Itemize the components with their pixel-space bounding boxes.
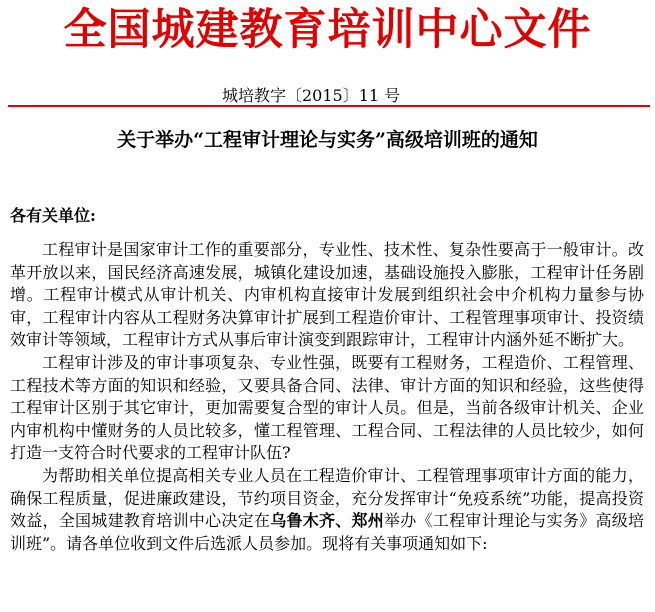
salutation: 各有关单位: (10, 206, 96, 225)
masthead-title: 全国城建教育培训中心文件 (63, 5, 592, 55)
paragraph: 工程审计是国家审计工作的重要部分，专业性、技术性、复杂性要高于一般审计。改革开放以来，国民经济高速发展，城镇化建设加速，基础设施投入膨胀，工程审计任务剧增。工程审计模式从审计机关、内审机构直接审计发展到组织社会中介机构力量参与协审，工程审计内容从工程财务决算审计扩展到工程造价审计、工程管理事项审计、投资绩效审计等领域，工程审计方式从事后审计演变到跟踪审计，工程审计内涵外延不断扩大。 (10, 240, 644, 350)
document-number: 城培教字〔2015〕11 号 (222, 86, 401, 105)
paragraph: 工程审计涉及的审计事项复杂、专业性强，既要有工程财务，工程造价、工程管理、工程技术等方面的知识和经验，又要具备合同、法律、审计方面的知识和经验，这些使得工程审计区别于其它审计，更加需要复合型的审计人员。但是，当前各级审计机关、企业内审机构中懂财务的人员比较多，懂工程管理、工程合同、工程法律的人员比较少，如何打造一支符合时代要求的工程审计队伍? (10, 352, 644, 463)
notice-title: 关于举办“工程审计理论与实务”高级培训班的通知 (117, 129, 538, 151)
paragraph-text: 为帮助相关单位提高相关专业人员在工程造价审计、工程管理事项审计方面的能力，确保工程质量，促进廉政建设，节约项目资金，充分发挥审计“免疫系统”功能，提高投资效益，全国城建教育培训中心决定在 (10, 465, 644, 531)
red-divider-line (8, 105, 650, 107)
paragraph-text: 举办《工程审计理论与实务》高级培训班”。请各单位收到文件后选派人员参加。现将有关事项通知如下: (10, 511, 644, 553)
paragraph (10, 465, 644, 555)
training-cities: 乌鲁木齐、郑州 (270, 511, 385, 531)
notice-body (10, 239, 644, 555)
